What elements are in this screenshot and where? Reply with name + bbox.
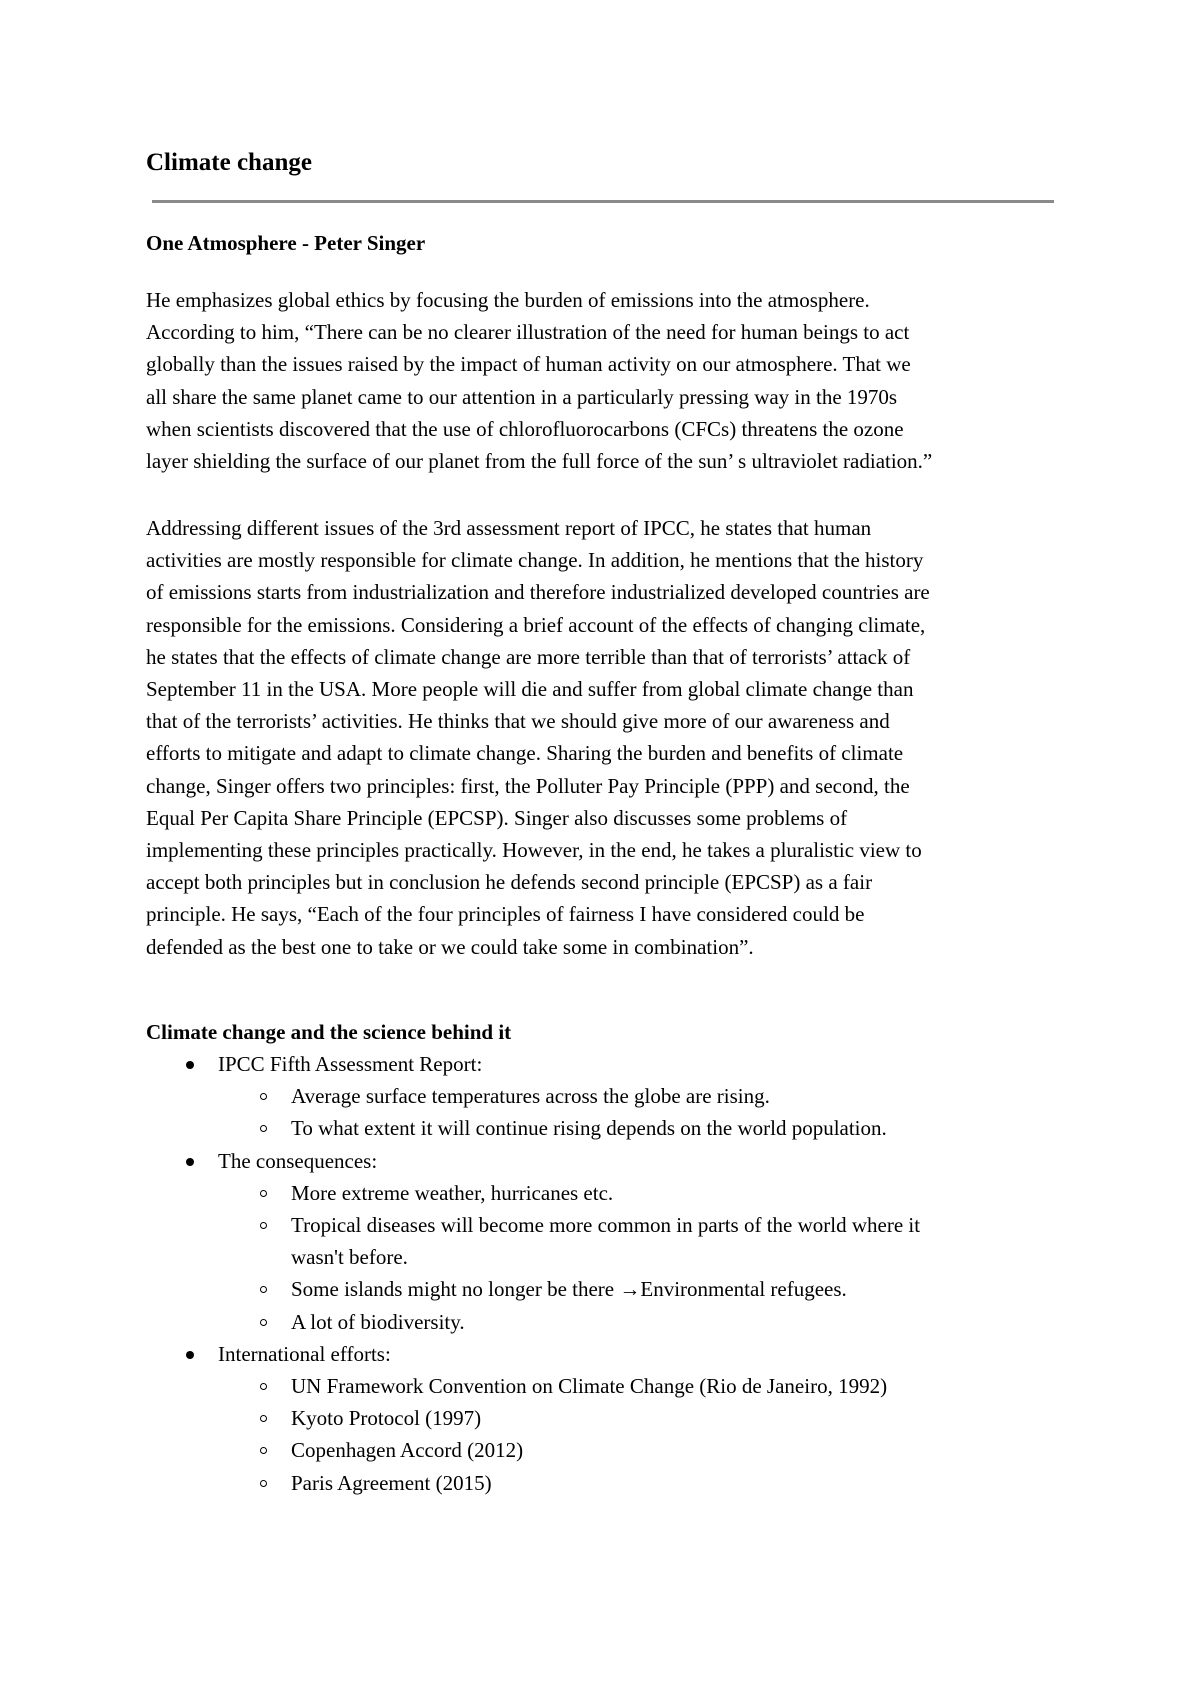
list-item-level2 xyxy=(146,1209,1066,1273)
document-content xyxy=(146,146,1058,1495)
paragraph-line: Equal Per Capita Share Principle (EPCSP). Singer also discusses some problems of xyxy=(146,805,848,830)
list-item-label: The consequences: xyxy=(218,1148,378,1173)
paragraph-line: that of the terrorists’ activities. He thinks that we should give more of our awareness and xyxy=(146,709,890,734)
list-item-text: Some islands might no longer be there →Environmental refugees. xyxy=(291,1277,847,1302)
title-divider xyxy=(152,200,1054,203)
paragraph-line: accept both principles but in conclusion he defends second principle (EPCSP) as a fair xyxy=(146,870,873,895)
list-item-text: Paris Agreement (2015) xyxy=(291,1470,492,1495)
section-heading-science: Climate change and the science behind it xyxy=(146,1020,512,1044)
bullet-circle-icon xyxy=(260,1319,267,1326)
paragraph-line: change, Singer offers two principles: first, the Polluter Pay Principle (PPP) and second, the xyxy=(146,773,910,798)
paragraph-line: September 11 in the USA. More people will die and suffer from global climate change than xyxy=(146,677,914,702)
list-item-label: IPCC Fifth Assessment Report: xyxy=(218,1052,483,1076)
bullet-dot-icon xyxy=(186,1158,194,1166)
bullet-circle-icon xyxy=(260,1093,267,1100)
list-item-text: UN Framework Convention on Climate Change (Rio de Janeiro, 1992) xyxy=(291,1374,888,1399)
paragraph-line: when scientists discovered that the use of chlorofluorocarbons (CFCs) threatens the ozone xyxy=(146,416,904,441)
list-item-level2 xyxy=(146,1434,1066,1466)
list-item-level2 xyxy=(146,1177,1066,1209)
list-item-level2 xyxy=(146,1112,1066,1144)
list-item-text-continued: wasn't before. xyxy=(291,1245,408,1270)
bullet-circle-icon xyxy=(260,1415,267,1422)
list-item-text: Average surface temperatures across the globe are rising. xyxy=(291,1084,770,1109)
list-item-text: Copenhagen Accord (2012) xyxy=(291,1438,524,1463)
paragraph-line: of emissions starts from industrialization and therefore industrialized developed countries are xyxy=(146,580,930,605)
list-item-level2 xyxy=(146,1080,1066,1112)
list-item-text: Kyoto Protocol (1997) xyxy=(291,1406,482,1431)
bullet-dot-icon xyxy=(186,1351,194,1359)
list-item-level1 xyxy=(146,1145,1066,1177)
bullet-circle-icon xyxy=(260,1480,267,1487)
bullet-circle-icon xyxy=(260,1383,267,1390)
bullet-circle-icon xyxy=(260,1125,267,1132)
list-item-level2 xyxy=(146,1273,1066,1305)
paragraph-line: According to him, “There can be no clearer illustration of the need for human beings to act xyxy=(146,320,910,345)
paragraph-singer-intro xyxy=(146,284,1066,477)
paragraph-line: principle. He says, “Each of the four principles of fairness I have considered could be xyxy=(146,902,865,927)
science-bullet-list xyxy=(146,1048,1066,1499)
bullet-circle-icon xyxy=(260,1447,267,1454)
paragraph-line: layer shielding the surface of our planet from the full force of the sun’ s ultraviolet radiation.” xyxy=(146,449,933,474)
section-heading-one-atmosphere: One Atmosphere - Peter Singer xyxy=(146,231,426,255)
list-item-level1 xyxy=(146,1048,1066,1080)
bullet-circle-icon xyxy=(260,1286,267,1293)
list-item-level2 xyxy=(146,1467,1066,1499)
paragraph-line: implementing these principles practically. However, in the end, he takes a pluralistic view to xyxy=(146,838,922,863)
paragraph-line: all share the same planet came to our attention in a particularly pressing way in the 1970s xyxy=(146,384,898,409)
list-item-level2 xyxy=(146,1370,1066,1402)
paragraph-line: Addressing different issues of the 3rd assessment report of IPCC, he states that human xyxy=(146,516,872,540)
list-item-text: Tropical diseases will become more common in parts of the world where it xyxy=(291,1213,921,1238)
list-item-level2 xyxy=(146,1402,1066,1434)
list-item-level2 xyxy=(146,1306,1066,1338)
list-item-label: International efforts: xyxy=(218,1341,391,1366)
paragraph-line: efforts to mitigate and adapt to climate change. Sharing the burden and benefits of climate xyxy=(146,741,904,766)
document-title: Climate change xyxy=(146,149,312,176)
paragraph-line: globally than the issues raised by the impact of human activity on our atmosphere. That we xyxy=(146,352,911,377)
paragraph-line: He emphasizes global ethics by focusing the burden of emissions into the atmosphere. xyxy=(146,288,870,312)
paragraph-ipcc-report xyxy=(146,512,1066,963)
bullet-circle-icon xyxy=(260,1190,267,1197)
paragraph-line: he states that the effects of climate change are more terrible than that of terrorists’ attack of xyxy=(146,644,911,669)
list-item-text: To what extent it will continue rising depends on the world population. xyxy=(291,1116,887,1141)
paragraph-line: activities are mostly responsible for climate change. In addition, he mentions that the history xyxy=(146,548,924,573)
paragraph-line: responsible for the emissions. Considering a brief account of the effects of changing climate, xyxy=(146,612,926,637)
list-item-text: More extreme weather, hurricanes etc. xyxy=(291,1180,614,1205)
paragraph-line: defended as the best one to take or we could take some in combination”. xyxy=(146,934,754,959)
list-item-text: A lot of biodiversity. xyxy=(291,1309,465,1334)
list-item-level1 xyxy=(146,1338,1066,1370)
bullet-dot-icon xyxy=(186,1061,194,1069)
bullet-circle-icon xyxy=(260,1222,267,1229)
